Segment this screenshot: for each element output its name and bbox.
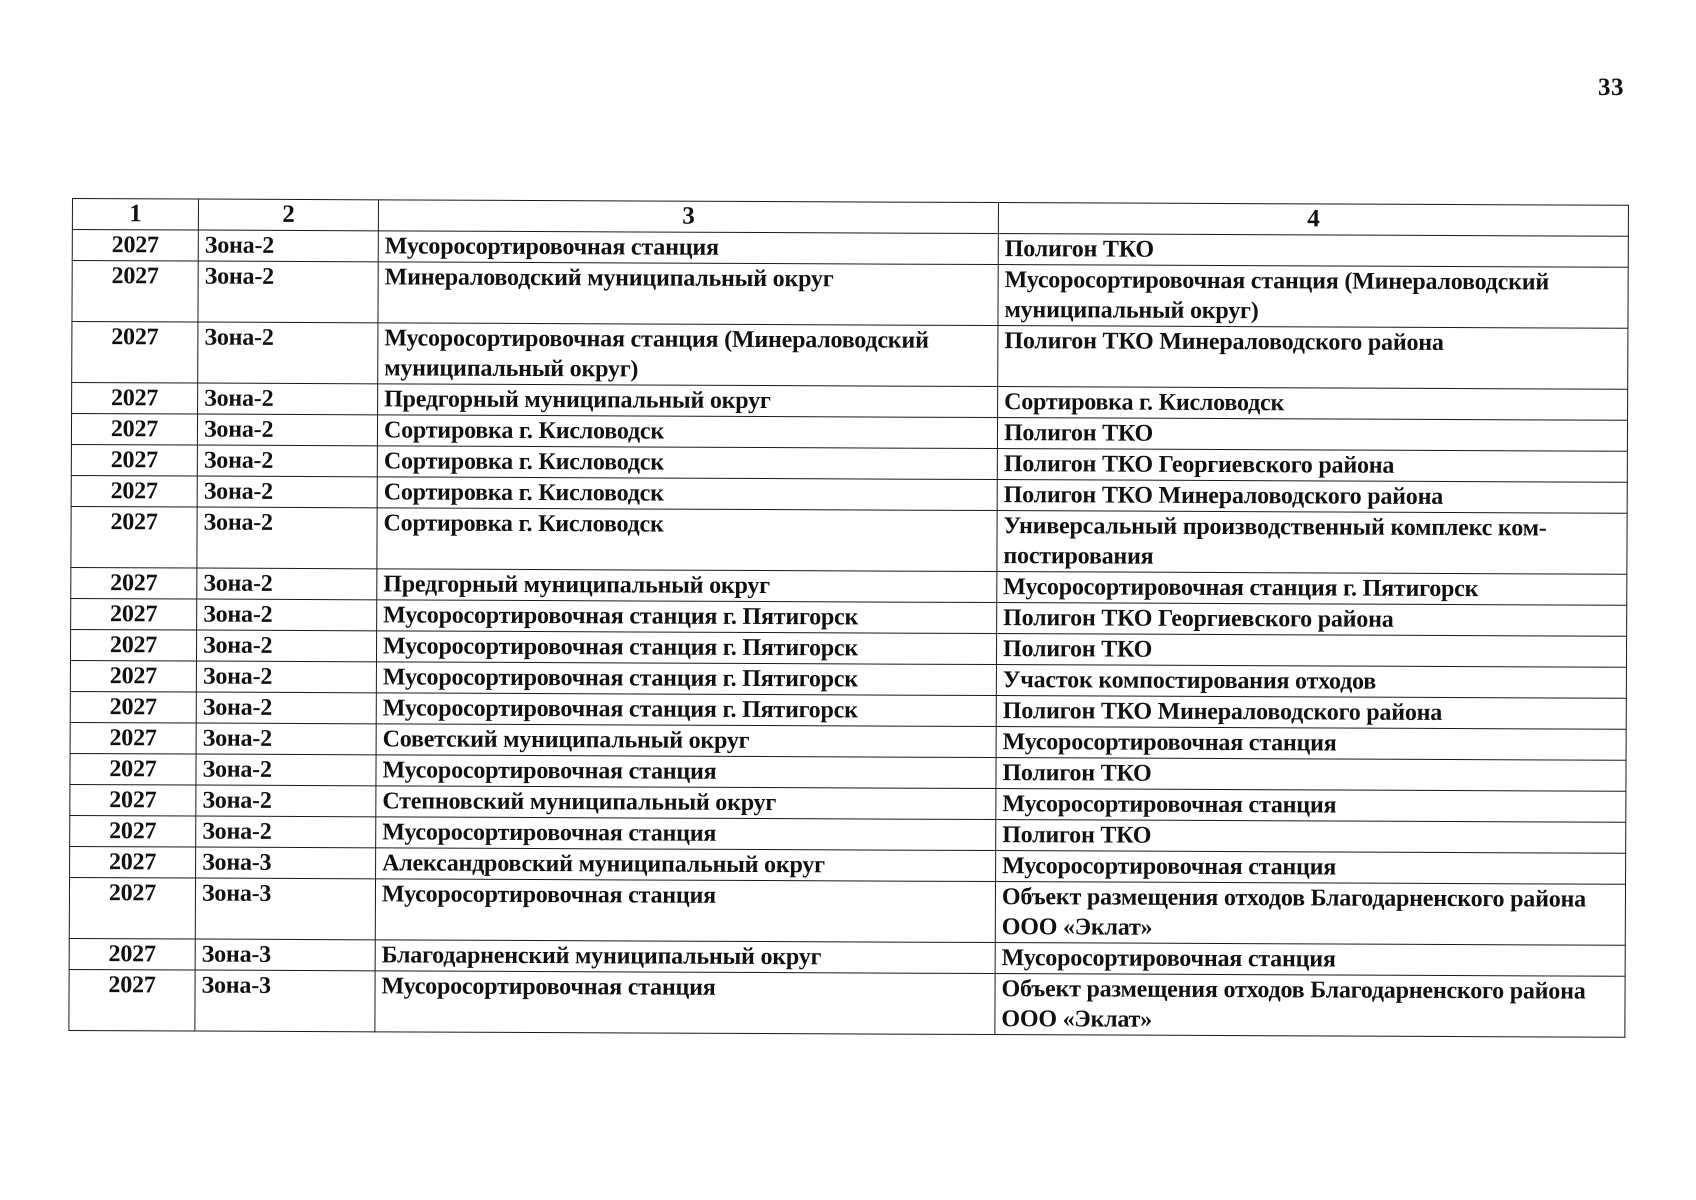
- source-cell: Мусоросортировочная станция: [376, 755, 996, 789]
- year-cell: 2027: [70, 629, 196, 661]
- source-cell: Советский муниципальный округ: [376, 724, 996, 758]
- year-cell: 2027: [71, 506, 197, 568]
- source-cell: Мусоросортировочная станция: [378, 231, 998, 265]
- table-row: [72, 261, 1628, 329]
- destination-cell: Полигон ТКО Георгиевского района: [997, 603, 1627, 637]
- destination-cell: Мусоросортировочная станция (Минераловодский муниципальный округ): [998, 265, 1628, 329]
- table-row: [69, 969, 1625, 1037]
- destination-cell: Объект размещения отходов Благодарненского района ООО «Эклат»: [995, 974, 1625, 1038]
- year-cell: 2027: [69, 969, 195, 1031]
- table-row: [69, 877, 1625, 945]
- year-cell: 2027: [70, 691, 196, 723]
- destination-cell: Сортировка г. Кисловодск: [998, 387, 1628, 421]
- zone-cell: Зона-2: [196, 785, 376, 817]
- zone-cell: Зона-2: [198, 230, 378, 262]
- destination-cell: Полигон ТКО Минераловодского района: [997, 480, 1627, 514]
- zone-cell: Зона-2: [197, 445, 377, 477]
- source-cell: Сортировка г. Кисловодск: [377, 508, 997, 572]
- source-cell: Мусоросортировочная станция г. Пятигорск: [376, 693, 996, 727]
- destination-cell: Полигон ТКО: [997, 418, 1627, 452]
- zone-cell: Зона-3: [195, 939, 375, 971]
- year-cell: 2027: [71, 444, 197, 476]
- waste-flow-table-wrapper: [68, 198, 1628, 1038]
- zone-cell: Зона-2: [196, 754, 376, 786]
- destination-cell: Мусоросортировочная станция г. Пятигорск: [997, 572, 1627, 606]
- zone-cell: Зона-2: [197, 476, 377, 508]
- destination-cell: Мусоросортировочная станция: [996, 727, 1626, 761]
- destination-cell: Полигон ТКО: [996, 758, 1626, 792]
- destination-cell: Полигон ТКО: [996, 820, 1626, 854]
- year-cell: 2027: [70, 660, 196, 692]
- source-cell: Сортировка г. Кисловодск: [377, 477, 997, 511]
- destination-cell: Универсальный производственный комплекс ком-постирования: [997, 511, 1627, 575]
- zone-cell: Зона-2: [196, 661, 376, 693]
- column-header-3: 3: [378, 200, 998, 234]
- year-cell: 2027: [72, 322, 198, 384]
- destination-cell: Мусоросортировочная станция: [995, 943, 1625, 977]
- zone-cell: Зона-2: [196, 630, 376, 662]
- zone-cell: Зона-2: [197, 599, 377, 631]
- table-row: [71, 506, 1627, 574]
- table-body: [69, 230, 1628, 1038]
- zone-cell: Зона-2: [197, 414, 377, 446]
- year-cell: 2027: [70, 846, 196, 878]
- source-cell: Александровский муниципальный округ: [376, 848, 996, 882]
- year-cell: 2027: [69, 877, 195, 939]
- destination-cell: Участок компостирования отходов: [996, 665, 1626, 699]
- table-row: [72, 322, 1628, 390]
- year-cell: 2027: [72, 261, 198, 323]
- source-cell: Мусоросортировочная станция г. Пятигорск: [376, 662, 996, 696]
- year-cell: 2027: [69, 938, 195, 970]
- year-cell: 2027: [71, 414, 197, 446]
- zone-cell: Зона-2: [198, 261, 378, 323]
- source-cell: Сортировка г. Кисловодск: [377, 446, 997, 480]
- waste-flow-table: [68, 198, 1629, 1038]
- destination-cell: Мусоросортировочная станция: [996, 851, 1626, 885]
- zone-cell: Зона-2: [198, 322, 378, 384]
- year-cell: 2027: [71, 475, 197, 507]
- destination-cell: Объект размещения отходов Благодарненского района ООО «Эклат»: [995, 882, 1625, 946]
- zone-cell: Зона-2: [196, 692, 376, 724]
- zone-cell: Зона-3: [196, 847, 376, 879]
- zone-cell: Зона-2: [198, 383, 378, 415]
- zone-cell: Зона-2: [196, 723, 376, 755]
- year-cell: 2027: [71, 567, 197, 599]
- year-cell: 2027: [72, 230, 198, 262]
- source-cell: Мусоросортировочная станция: [376, 817, 996, 851]
- column-header-1: 1: [72, 199, 198, 231]
- source-cell: Сортировка г. Кисловодск: [377, 415, 997, 449]
- source-cell: Степновский муниципальный округ: [376, 786, 996, 820]
- source-cell: Мусоросортировочная станция (Минераловодский муниципальный округ): [378, 323, 998, 387]
- year-cell: 2027: [71, 598, 197, 630]
- source-cell: Минераловодский муниципальный округ: [378, 262, 998, 326]
- zone-cell: Зона-3: [195, 878, 375, 940]
- zone-cell: Зона-2: [197, 568, 377, 600]
- year-cell: 2027: [72, 383, 198, 415]
- destination-cell: Полигон ТКО Георгиевского района: [997, 449, 1627, 483]
- column-header-2: 2: [198, 199, 378, 231]
- destination-cell: Полигон ТКО Минераловодского района: [996, 696, 1626, 730]
- source-cell: Предгорный муниципальный округ: [378, 384, 998, 418]
- year-cell: 2027: [70, 784, 196, 816]
- source-cell: Мусоросортировочная станция г. Пятигорск: [377, 600, 997, 634]
- year-cell: 2027: [70, 722, 196, 754]
- destination-cell: Полигон ТКО Минераловодского района: [998, 326, 1628, 390]
- zone-cell: Зона-2: [196, 816, 376, 848]
- source-cell: Мусоросортировочная станция: [375, 879, 995, 943]
- destination-cell: Мусоросортировочная станция: [996, 789, 1626, 823]
- source-cell: Мусоросортировочная станция г. Пятигорск: [376, 631, 996, 665]
- page-number: 33: [1598, 74, 1624, 101]
- year-cell: 2027: [70, 815, 196, 847]
- source-cell: Благодарненский муниципальный округ: [375, 940, 995, 974]
- source-cell: Предгорный муниципальный округ: [377, 569, 997, 603]
- destination-cell: Полигон ТКО: [996, 634, 1626, 668]
- zone-cell: Зона-3: [195, 970, 375, 1032]
- source-cell: Мусоросортировочная станция: [375, 971, 995, 1035]
- zone-cell: Зона-2: [197, 507, 377, 569]
- destination-cell: Полигон ТКО: [998, 234, 1628, 268]
- year-cell: 2027: [70, 753, 196, 785]
- column-header-4: 4: [998, 203, 1628, 237]
